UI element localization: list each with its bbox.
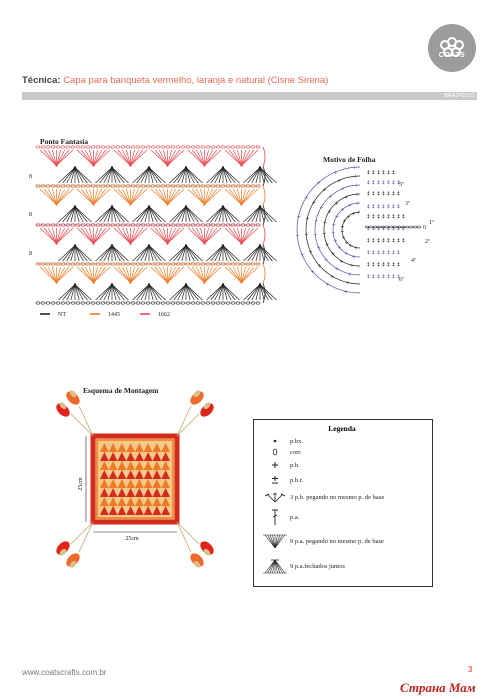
fan3-icon	[262, 491, 288, 503]
svg-text:‡: ‡	[382, 170, 385, 176]
start-mark: 0	[423, 225, 426, 231]
row-marker: 8	[29, 251, 32, 257]
svg-text:+: +	[327, 209, 332, 216]
svg-text:+: +	[311, 200, 316, 207]
svg-text:+: +	[334, 200, 339, 207]
ponto-fantasia-chart	[28, 143, 273, 321]
svg-text:‡: ‡	[382, 191, 385, 197]
svg-text:+: +	[314, 217, 319, 224]
svg-text:‡: ‡	[377, 238, 380, 244]
svg-text:‡: ‡	[397, 214, 400, 220]
svg-text:‡: ‡	[372, 204, 375, 210]
svg-text:+: +	[355, 201, 360, 208]
logo-chain-icon	[428, 24, 476, 72]
svg-text:‡: ‡	[377, 191, 380, 197]
svg-text:‡: ‡	[397, 180, 400, 186]
svg-text:+: +	[337, 245, 342, 252]
svg-text:+: +	[340, 207, 345, 214]
legend-title: Legenda	[328, 424, 356, 433]
svg-text:‡: ‡	[367, 180, 370, 186]
color-label: 1445	[108, 312, 120, 318]
row-marker: 8	[29, 174, 32, 180]
svg-text:‡: ‡	[382, 204, 385, 210]
svg-text:‡: ‡	[392, 180, 395, 186]
svg-text:+: +	[354, 183, 359, 190]
svg-text:+: +	[322, 231, 327, 238]
svg-text:‡: ‡	[397, 191, 400, 197]
svg-text:+: +	[319, 204, 324, 211]
svg-text:+: +	[339, 258, 344, 265]
color-label: 1662	[158, 312, 170, 318]
svg-text:‡: ‡	[387, 204, 390, 210]
svg-text:‡: ‡	[367, 204, 370, 210]
svg-text:‡: ‡	[382, 250, 385, 256]
svg-text:‡: ‡	[392, 214, 395, 220]
motivo-folha-title: Motivo de Folha	[323, 155, 376, 164]
legend-item: p.b.r.	[262, 475, 303, 485]
svg-text:+: +	[343, 194, 349, 201]
svg-text:+: +	[333, 238, 338, 245]
svg-text:‡: ‡	[392, 191, 395, 197]
svg-text:+: +	[304, 232, 309, 239]
svg-text:+: +	[331, 221, 336, 228]
legend-item: 3 p.b. pegando no mesmo p. de base	[262, 491, 384, 503]
svg-text:‡: ‡	[367, 274, 370, 280]
svg-text:‡: ‡	[377, 226, 380, 232]
legend-item: 9 p.a.fechados juntos	[262, 557, 345, 575]
svg-text:+: +	[354, 192, 360, 199]
row-markers	[29, 174, 32, 257]
row-label: 3ª	[405, 201, 410, 207]
svg-text:+: +	[351, 254, 357, 261]
technique-label: Técnica:	[22, 75, 61, 86]
svg-text:‡: ‡	[387, 238, 390, 244]
svg-text:‡: ‡	[397, 238, 400, 244]
svg-text:‡: ‡	[397, 262, 400, 268]
svg-text:‡: ‡	[382, 214, 385, 220]
svg-text:‡: ‡	[392, 226, 395, 232]
svg-text:+: +	[353, 245, 359, 252]
svg-text:‡: ‡	[392, 204, 395, 210]
svg-text:‡: ‡	[377, 250, 380, 256]
svg-text:+: +	[331, 230, 336, 237]
plus-icon	[262, 461, 288, 469]
svg-text:‡: ‡	[372, 238, 375, 244]
svg-text:+: +	[324, 242, 330, 249]
svg-text:‡: ‡	[402, 214, 405, 220]
svg-text:+: +	[308, 249, 313, 256]
brand-name: COATS	[438, 52, 466, 59]
svg-text:‡: ‡	[387, 262, 390, 268]
svg-text:‡: ‡	[397, 226, 400, 232]
svg-text:‡: ‡	[392, 250, 395, 256]
svg-text:+: +	[347, 203, 352, 210]
fan9-icon	[262, 532, 288, 550]
svg-text:+: +	[353, 174, 358, 181]
svg-text:+: +	[352, 165, 357, 172]
svg-text:+: +	[317, 263, 322, 270]
height-label: 25cm	[78, 477, 84, 491]
svg-text:‡: ‡	[377, 204, 380, 210]
coats-logo	[428, 24, 476, 72]
svg-text:‡: ‡	[387, 214, 390, 220]
svg-text:+: +	[324, 257, 329, 264]
svg-text:‡: ‡	[372, 180, 375, 186]
svg-text:+: +	[313, 231, 318, 238]
svg-text:+: +	[343, 289, 349, 296]
svg-text:‡: ‡	[382, 274, 385, 280]
svg-text:‡: ‡	[387, 191, 390, 197]
svg-text:‡: ‡	[367, 226, 370, 232]
svg-text:‡: ‡	[367, 170, 370, 176]
legend-item: p.a.	[262, 508, 299, 526]
svg-text:+: +	[328, 194, 333, 201]
svg-text:‡: ‡	[372, 250, 375, 256]
svg-text:+: +	[316, 180, 321, 187]
svg-text:‡: ‡	[367, 214, 370, 220]
svg-text:+: +	[340, 186, 345, 193]
svg-text:+: +	[310, 269, 315, 276]
svg-text:+: +	[336, 178, 342, 185]
color-label: NT	[58, 312, 66, 318]
svg-text:+: +	[333, 170, 338, 177]
svg-text:+: +	[316, 245, 321, 252]
dot-icon	[262, 437, 288, 445]
svg-text:‡: ‡	[382, 238, 385, 244]
svg-text:‡: ‡	[372, 214, 375, 220]
svg-text:‡: ‡	[372, 262, 375, 268]
stitch-rows	[36, 146, 277, 304]
svg-text:+: +	[325, 282, 330, 289]
svg-text:‡: ‡	[382, 262, 385, 268]
header-rule	[22, 92, 477, 100]
svg-text:‡: ‡	[402, 226, 405, 232]
svg-text:‡: ‡	[367, 238, 370, 244]
svg-text:+: +	[330, 274, 335, 281]
svg-text:‡: ‡	[367, 262, 370, 268]
row-label: 6ª	[399, 277, 404, 283]
svg-text:+: +	[350, 211, 356, 218]
svg-text:‡: ‡	[397, 204, 400, 210]
svg-text:‡: ‡	[372, 170, 375, 176]
footer-url[interactable]: www.coatscrafts.com.br	[22, 668, 107, 677]
svg-text:+: +	[305, 215, 310, 222]
row-label: 5ª	[399, 182, 404, 188]
svg-text:+: +	[341, 235, 346, 242]
svg-text:+: +	[340, 223, 345, 230]
svg-text:+: +	[348, 243, 353, 250]
svg-text:‡: ‡	[377, 274, 380, 280]
svg-text:‡: ‡	[387, 274, 390, 280]
svg-text:‡: ‡	[387, 180, 390, 186]
svg-text:‡: ‡	[367, 250, 370, 256]
svg-text:+: +	[356, 210, 361, 217]
svg-text:+: +	[340, 229, 345, 236]
svg-text:+: +	[347, 271, 353, 278]
svg-text:+: +	[344, 239, 349, 246]
svg-text:+: +	[303, 195, 309, 202]
legend-item: 9 p.a. pegando no mesmo p. de base	[262, 532, 384, 550]
legend-item: corr.	[262, 448, 302, 456]
oval-icon	[262, 448, 288, 456]
svg-text:+: +	[296, 213, 301, 220]
svg-text:‡: ‡	[377, 170, 380, 176]
motivo-folha-chart	[295, 162, 445, 296]
esquema-diagram	[40, 394, 245, 579]
color-key	[40, 312, 170, 318]
svg-text:‡: ‡	[392, 262, 395, 268]
leaf-motif	[295, 165, 434, 295]
document-code: BRA2491/11	[444, 93, 475, 99]
row-label: 1ª	[429, 220, 434, 226]
svg-text:‡: ‡	[377, 262, 380, 268]
svg-text:‡: ‡	[377, 214, 380, 220]
svg-text:‡: ‡	[372, 274, 375, 280]
row-marker: 8	[29, 212, 32, 218]
svg-text:‡: ‡	[372, 226, 375, 232]
svg-text:‡: ‡	[397, 250, 400, 256]
svg-text:‡: ‡	[387, 226, 390, 232]
svg-text:+: +	[342, 218, 347, 225]
svg-text:+: +	[334, 266, 340, 273]
technique-value: Capa para banqueta vermelho, laranja e natural (Cisne Sirena)	[63, 75, 329, 86]
svg-text:+: +	[322, 187, 327, 194]
esquema-title: Esquema de Montagem	[83, 386, 159, 395]
svg-text:‡: ‡	[392, 170, 395, 176]
svg-text:+: +	[300, 252, 305, 259]
watermark: Страна Мам	[400, 680, 476, 695]
svg-text:‡: ‡	[377, 180, 380, 186]
closed9-icon	[262, 557, 288, 575]
svg-text:+: +	[346, 214, 351, 221]
page-title	[22, 75, 328, 86]
page-number: 3	[468, 665, 473, 674]
legend-item: p.b.	[262, 461, 300, 469]
svg-text:+: +	[322, 219, 328, 226]
legend-item: p.bx.	[262, 437, 303, 445]
svg-text:+: +	[295, 233, 300, 240]
width-label: 25cm	[125, 536, 139, 542]
ponto-fantasia-title: Ponto Fantasia	[40, 137, 89, 146]
svg-text:‡: ‡	[402, 238, 405, 244]
svg-text:+: +	[345, 280, 351, 287]
svg-text:‡: ‡	[392, 238, 395, 244]
svg-text:‡: ‡	[387, 250, 390, 256]
plus-minus-icon	[262, 475, 288, 485]
row-label: 2ª	[425, 239, 430, 245]
svg-text:+: +	[349, 263, 355, 270]
svg-text:+: +	[344, 251, 349, 258]
svg-text:‡: ‡	[387, 170, 390, 176]
svg-text:‡: ‡	[382, 180, 385, 186]
svg-text:‡: ‡	[392, 274, 395, 280]
svg-text:+: +	[334, 214, 340, 221]
tall-stitch-icon	[262, 508, 288, 526]
svg-text:‡: ‡	[397, 274, 400, 280]
svg-text:‡: ‡	[367, 191, 370, 197]
svg-text:‡: ‡	[382, 226, 385, 232]
svg-text:+: +	[330, 251, 336, 258]
row-label: 4ª	[411, 258, 416, 264]
svg-text:‡: ‡	[372, 191, 375, 197]
